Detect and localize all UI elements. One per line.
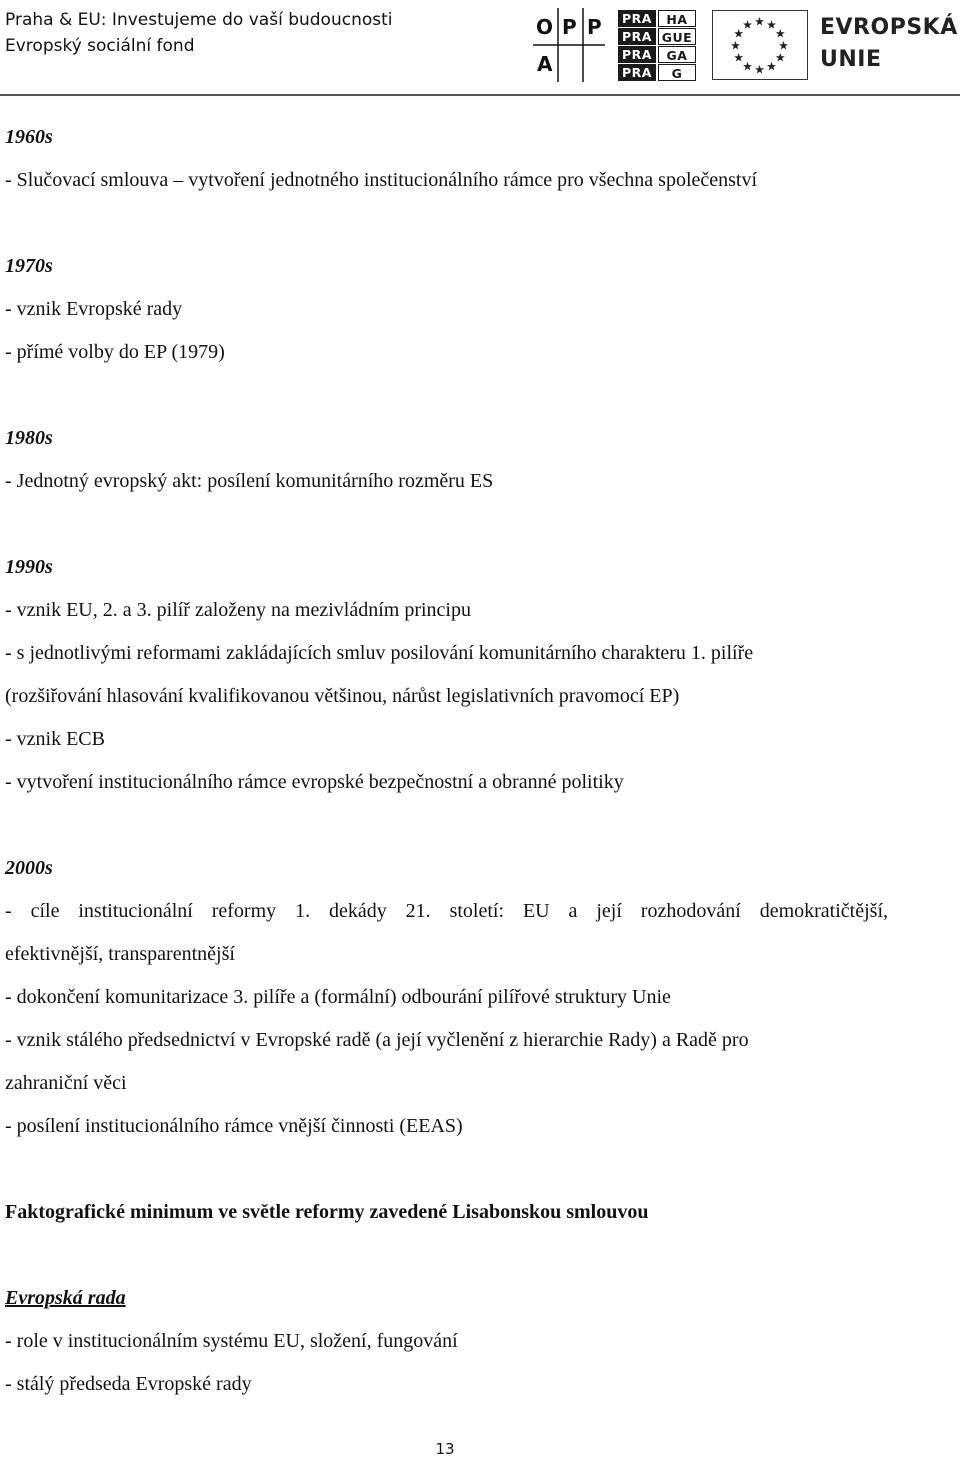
page-number: 13 — [435, 1440, 455, 1458]
praha-cell: PRA — [618, 10, 656, 27]
praha-cell: PRA — [618, 64, 656, 81]
list-item: - cíle institucionální reformy 1. dekády 21. století: EU a její rozhodování demokratičtější, — [5, 900, 888, 922]
section-heading-1990s: 1990s — [5, 556, 53, 578]
page-header — [0, 0, 960, 96]
list-item: - s jednotlivými reformami zakládajících smluv posilování komunitárního charakteru 1. pilíře — [5, 642, 754, 664]
praha-cell: GUE — [658, 28, 696, 45]
header-divider — [0, 94, 960, 96]
praha-logo-row — [618, 10, 698, 28]
eu-line-2: UNIE — [820, 47, 882, 72]
list-item: - vznik stálého předsednictví v Evropské radě (a její vyčlenění z hierarchie Rady) a Radě pro — [5, 1029, 749, 1051]
list-item: - posílení institucionálního rámce vnější činnosti (EEAS) — [5, 1115, 463, 1137]
eu-line-1: EVROPSKÁ — [820, 15, 958, 40]
list-item: - Slučovací smlouva – vytvoření jednotného institucionálního rámce pro všechna společenství — [5, 169, 758, 191]
list-item: - Jednotný evropský akt: posílení komunitárního rozměru ES — [5, 470, 494, 492]
header-line-1: Praha & EU: Investujeme do vaší budoucnosti — [5, 10, 393, 30]
opp-letter-o: O — [536, 15, 554, 39]
praha-logo-row — [618, 64, 698, 82]
list-item: - role v institucionálním systému EU, složení, fungování — [5, 1330, 458, 1352]
list-item: efektivnější, transparentnější — [5, 943, 235, 965]
list-item: - stálý předseda Evropské rady — [5, 1373, 252, 1395]
section-heading-1960s: 1960s — [5, 126, 53, 148]
list-item: - vznik ECB — [5, 728, 105, 750]
opp-letter-p2: P — [587, 15, 602, 39]
list-item: - vznik Evropské rady — [5, 298, 183, 320]
section-heading-1980s: 1980s — [5, 427, 53, 449]
eu-text — [820, 12, 958, 76]
list-item: - vytvoření institucionálního rámce evropské bezpečnostní a obranné politiky — [5, 771, 624, 793]
praha-logo — [618, 10, 698, 82]
list-item: - dokončení komunitarizace 3. pilíře a (formální) odbourání pilířové struktury Unie — [5, 986, 671, 1008]
praha-logo-row — [618, 28, 698, 46]
eu-stars-icon — [713, 11, 806, 78]
subsection-heading: Evropská rada — [5, 1287, 126, 1309]
opp-logo — [533, 8, 605, 82]
eu-flag-icon — [712, 10, 808, 80]
section-heading-1970s: 1970s — [5, 255, 53, 277]
list-item: - přímé volby do EP (1979) — [5, 341, 225, 363]
list-item: zahraniční věci — [5, 1072, 127, 1094]
faktograficke-heading: Faktografické minimum ve světle reformy zavedené Lisabonskou smlouvou — [5, 1201, 649, 1223]
opp-letter-a: A — [537, 52, 553, 76]
praha-logo-row — [618, 46, 698, 64]
header-text — [5, 7, 393, 59]
header-line-2: Evropský sociální fond — [5, 36, 195, 56]
section-heading-2000s: 2000s — [5, 857, 53, 879]
praha-cell: GA — [658, 46, 696, 63]
list-item: (rozšiřování hlasování kvalifikovanou většinou, nárůst legislativních pravomocí EP) — [5, 685, 680, 707]
praha-cell: PRA — [618, 28, 656, 45]
praha-cell: PRA — [618, 46, 656, 63]
praha-cell: HA — [658, 10, 696, 27]
praha-cell: G — [658, 64, 696, 81]
opp-letter-p1: P — [562, 15, 577, 39]
list-item: - vznik EU, 2. a 3. pilíř založeny na mezivládním principu — [5, 599, 471, 621]
